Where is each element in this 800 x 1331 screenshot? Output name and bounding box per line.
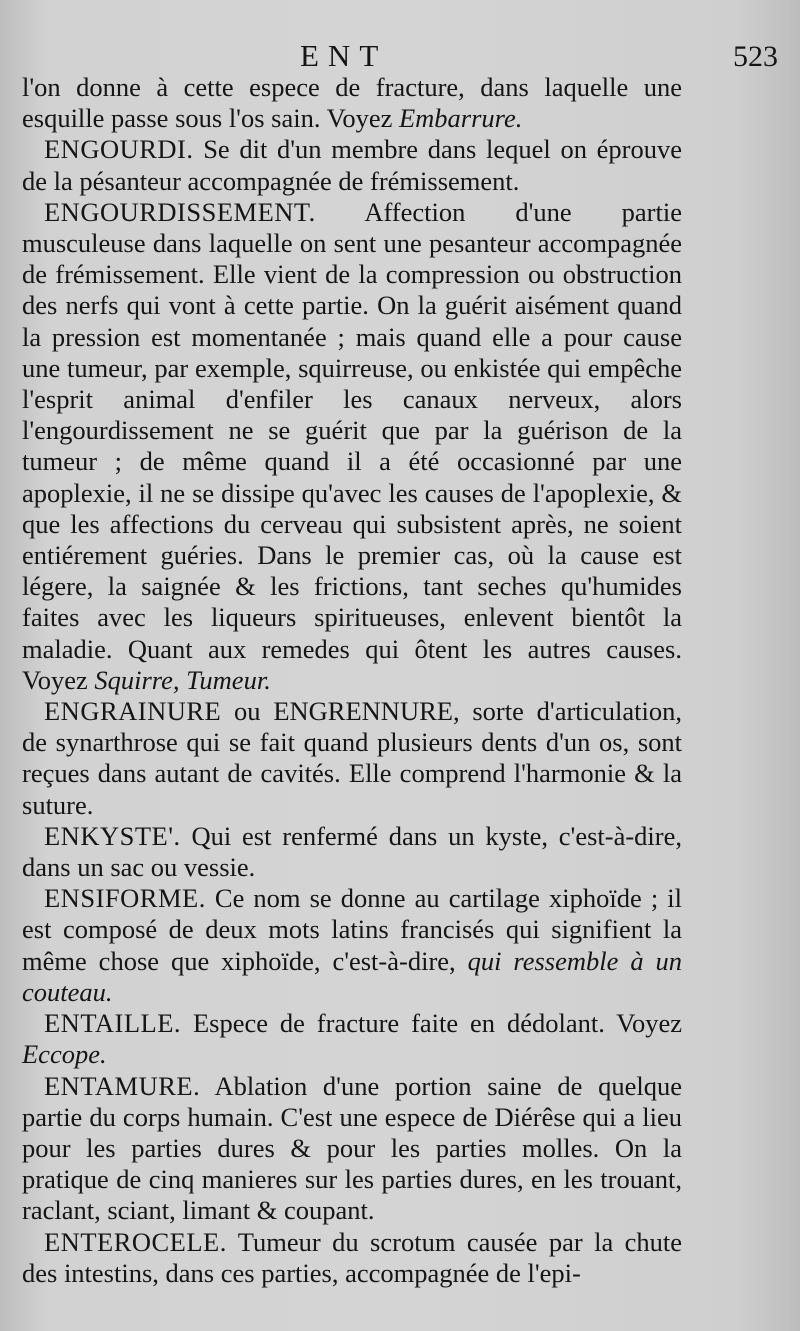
running-head: ENT: [300, 38, 388, 73]
headword: ENKYSTE'.: [44, 820, 181, 851]
entry-text: Ablation d'une portion saine de quelque partie du corps humain. C'est une espece de Diérêse qui a lieu pour les parties dures & pour les parties molles. On la pratique de cinq manieres sur les parties dures, en les trouant, raclant, sciant, limant & coupant.: [22, 1070, 682, 1226]
entry-text: Ce nom se donne au cartilage xiphoïde ; il est composé de deux mots latins francisés qui signifient la même chose que xiphoïde, c'est-à-dire,: [22, 883, 682, 976]
entry-entaille: [22, 1008, 682, 1070]
entry-text: Espece de fracture faite en dédolant. Voyez: [181, 1008, 682, 1039]
entry-entamure: [22, 1071, 682, 1227]
entry-text: l'on donne à cette espece de fracture, dans laquelle une esquille passe sous l'os sain. Voyez: [22, 72, 682, 134]
italic-gloss: qui ressemble à un couteau.: [22, 945, 682, 1007]
headword: ENSIFORME.: [44, 883, 206, 914]
entry-continuation: [22, 72, 682, 134]
entry-text: Se dit d'un membre dans lequel on éprouve de la pésanteur accompagnée de frémissement.: [22, 134, 682, 196]
entry-text: Tumeur du scrotum causée par la chute des intestins, dans ces parties, accompagnée de l'epi-: [22, 1226, 682, 1288]
headword: ENGOURDI.: [44, 134, 194, 165]
dictionary-text: [22, 72, 682, 1289]
headword: ENTEROCELE.: [44, 1226, 227, 1257]
entry-enkyste: [22, 821, 682, 883]
entry-text: Affection d'une partie musculeuse dans laquelle on sent une pesanteur accompagnée de frémissement. Elle vient de la compression ou obstruction des nerfs qui vont à cette partie. On la guérit aisément quand la pression est momentanée ; mais quand elle a pour cause une tumeur, par exemple, squirreuse, ou enkistée qui empêche l'esprit animal d'enfiler les canaux nerveux, alors l'engourdissement ne se guérit que par la guérison de la tumeur ; de même quand il a été occasionné par une apoplexie, il ne se dissipe qu'avec les causes de l'apoplexie, & que les affections du cerveau qui subsistent après, ne soient entiérement guéries. Dans le premier cas, où la cause est légere, la saignée & les frictions, tant seches qu'humides faites avec les liqueurs spiritueuses, enlevent bientôt la maladie. Quant aux remedes qui ôtent les autres causes. Voyez: [22, 196, 682, 695]
entry-enterocele: [22, 1227, 682, 1289]
entry-engourdissement: [22, 197, 682, 696]
cross-reference: Eccope.: [22, 1039, 107, 1070]
entry-engrainure: [22, 696, 682, 821]
page-number: 523: [733, 40, 778, 73]
entry-engourdi: [22, 134, 682, 196]
headword: ENTAILLE.: [44, 1008, 182, 1039]
entry-text: Qui est renfermé dans un kyste, c'est-à-dire, dans un sac ou vessie.: [22, 820, 682, 883]
cross-reference: Embarrure.: [398, 103, 523, 134]
headword: ENGOURDISSEMENT.: [44, 196, 316, 227]
cross-reference: Squirre, Tumeur.: [94, 664, 271, 695]
headword: ENGRAINURE: [44, 696, 222, 727]
entry-ensiforme: [22, 883, 682, 1008]
entry-text: ou ENGRENNURE, sorte d'articulation, de synarthrose qui se fait quand plusieurs dents d'un os, sont reçues dans autant de cavités. Elle comprend l'harmonie & la suture.: [22, 696, 682, 820]
headword: ENTAMURE.: [44, 1070, 201, 1101]
